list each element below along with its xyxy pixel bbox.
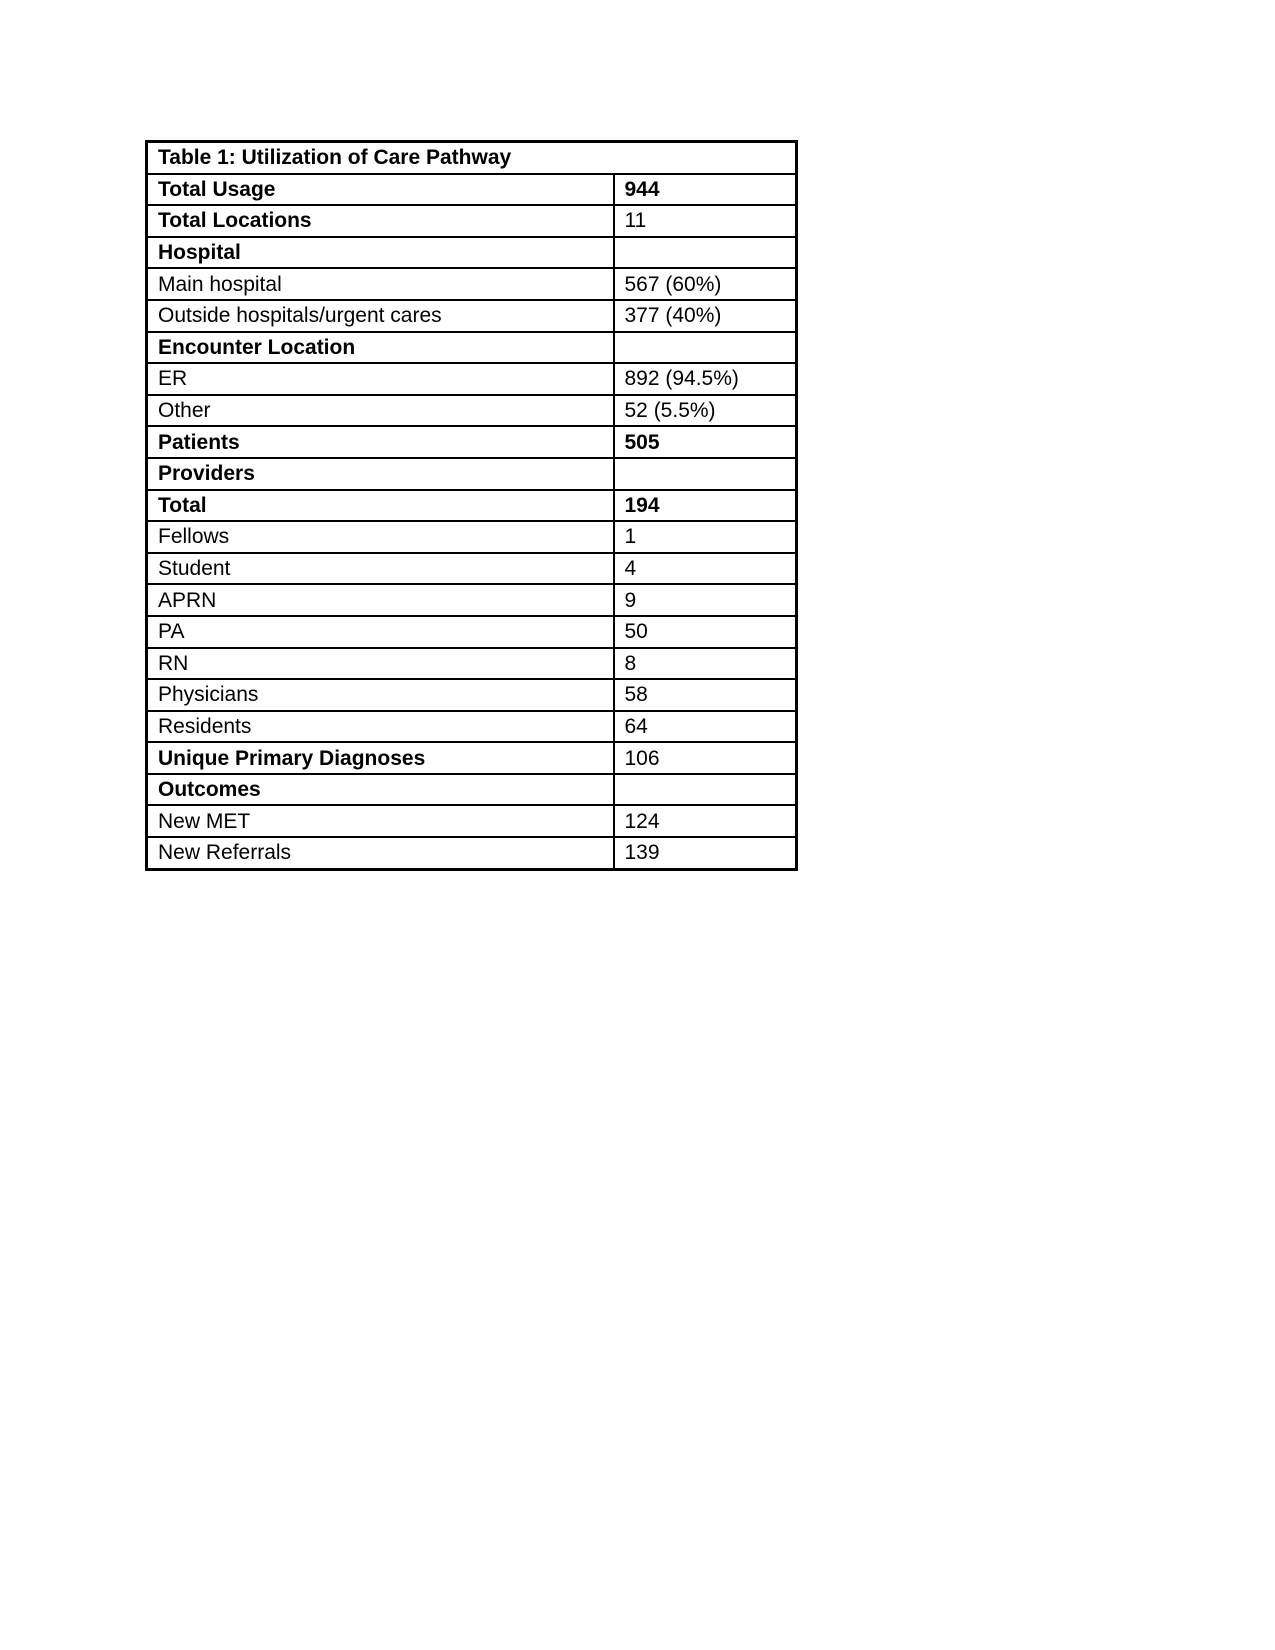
table-row [147, 174, 797, 206]
row-label: New MET [147, 805, 614, 837]
row-label: New Referrals [147, 837, 614, 869]
row-label: Outcomes [147, 774, 614, 806]
table-row [147, 300, 797, 332]
row-value: 64 [614, 711, 797, 743]
row-label: RN [147, 648, 614, 680]
table-row [147, 521, 797, 553]
row-value [614, 332, 797, 364]
table-row [147, 205, 797, 237]
table-row [147, 395, 797, 427]
row-value: 8 [614, 648, 797, 680]
table-row [147, 616, 797, 648]
row-label: Student [147, 553, 614, 585]
row-label: Physicians [147, 679, 614, 711]
table-title-row [147, 142, 797, 174]
row-label: ER [147, 363, 614, 395]
row-value: 52 (5.5%) [614, 395, 797, 427]
table-row [147, 268, 797, 300]
row-value: 124 [614, 805, 797, 837]
table-row [147, 363, 797, 395]
table-row [147, 332, 797, 364]
row-value: 139 [614, 837, 797, 869]
row-label: Encounter Location [147, 332, 614, 364]
table-row [147, 237, 797, 269]
row-label: Residents [147, 711, 614, 743]
table-row [147, 584, 797, 616]
row-value: 1 [614, 521, 797, 553]
row-value: 11 [614, 205, 797, 237]
table-row [147, 553, 797, 585]
row-value: 505 [614, 426, 797, 458]
row-label: Total [147, 490, 614, 522]
row-value: 106 [614, 742, 797, 774]
row-value: 9 [614, 584, 797, 616]
row-value: 58 [614, 679, 797, 711]
table-row [147, 805, 797, 837]
table-row [147, 648, 797, 680]
row-value [614, 237, 797, 269]
row-label: Unique Primary Diagnoses [147, 742, 614, 774]
row-label: Providers [147, 458, 614, 490]
utilization-table [145, 140, 798, 871]
row-value: 4 [614, 553, 797, 585]
row-label: Fellows [147, 521, 614, 553]
row-value [614, 458, 797, 490]
row-label: Total Locations [147, 205, 614, 237]
row-value: 50 [614, 616, 797, 648]
row-value: 567 (60%) [614, 268, 797, 300]
table-row [147, 711, 797, 743]
row-value: 944 [614, 174, 797, 206]
row-label: Patients [147, 426, 614, 458]
table-row [147, 837, 797, 869]
row-label: PA [147, 616, 614, 648]
row-value: 377 (40%) [614, 300, 797, 332]
row-value: 194 [614, 490, 797, 522]
row-label: Outside hospitals/urgent cares [147, 300, 614, 332]
table-row [147, 774, 797, 806]
table-title: Table 1: Utilization of Care Pathway [147, 142, 797, 174]
row-value [614, 774, 797, 806]
table-row [147, 742, 797, 774]
row-label: Other [147, 395, 614, 427]
row-value: 892 (94.5%) [614, 363, 797, 395]
table-body [147, 142, 797, 870]
table-row [147, 458, 797, 490]
row-label: Main hospital [147, 268, 614, 300]
table-row [147, 490, 797, 522]
row-label: Total Usage [147, 174, 614, 206]
row-label: APRN [147, 584, 614, 616]
table-row [147, 679, 797, 711]
row-label: Hospital [147, 237, 614, 269]
table-row [147, 426, 797, 458]
